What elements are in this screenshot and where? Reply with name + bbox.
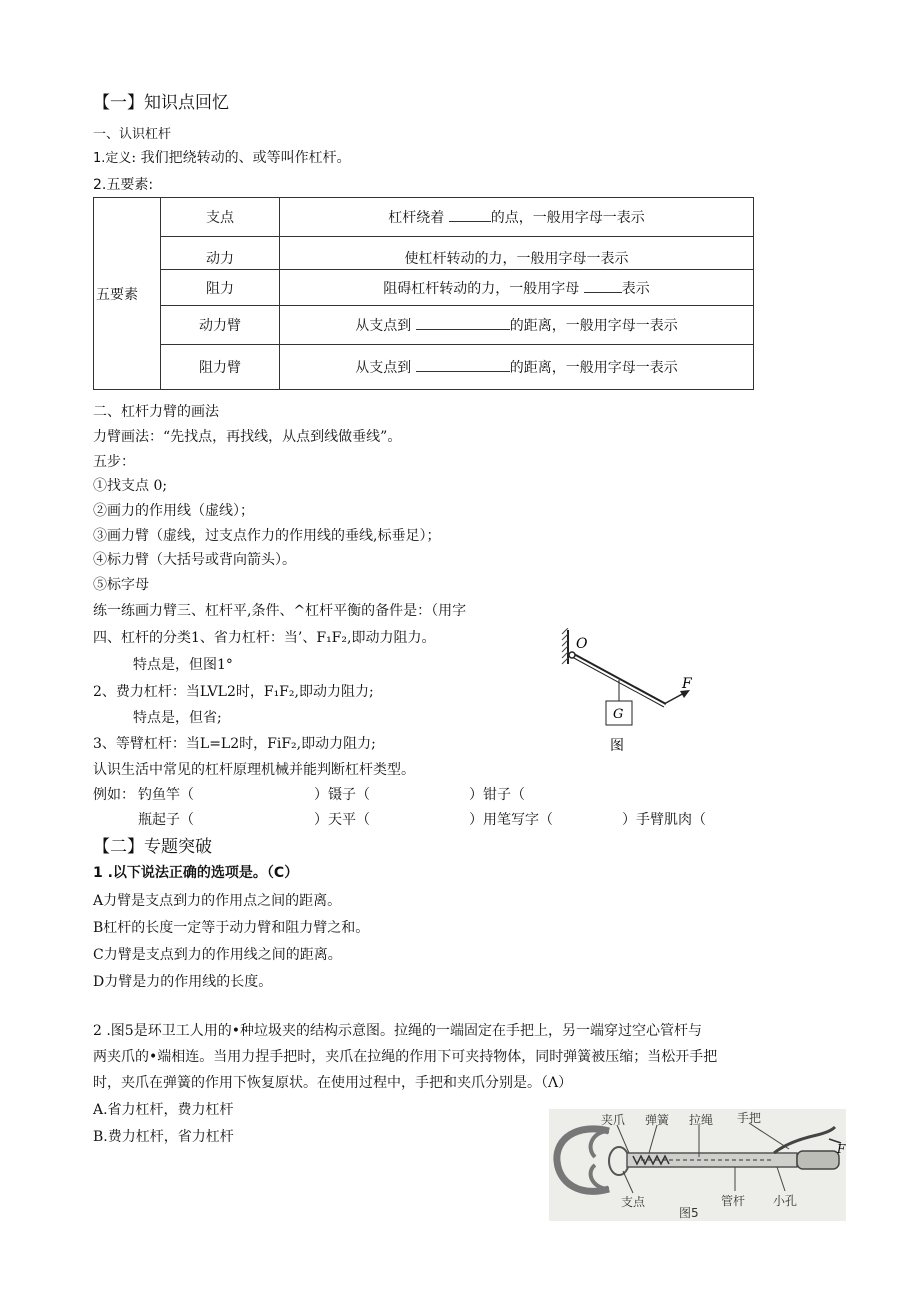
fill-blank	[416, 329, 510, 330]
class-line-2: 2、费力杠杆：当LVL2时，F₁F₂,即动力阻力;	[93, 684, 374, 700]
table-cell-name: 阻力臂	[161, 345, 280, 390]
example-item: ）镊子（	[314, 787, 370, 803]
class-line-1: 四、杠杆的分类1、省力杠杆：当’、F₁F₂,即动力阻力。	[93, 630, 436, 646]
step-item: ②画力的作用线（虚线）；	[93, 503, 254, 519]
claw-left	[557, 1129, 609, 1191]
table-cell-name: 支点	[161, 198, 280, 237]
fill-blank	[449, 221, 491, 222]
q1-option: B杠杆的长度一定等于动力臂和阻力臂之和。	[93, 920, 370, 936]
example-item: 钓鱼竿（	[138, 787, 194, 803]
figure5-label-spring: 弹簧	[645, 1113, 670, 1127]
figure5-label-rope: 拉绳	[689, 1113, 714, 1127]
section1-title: 【一】知识点回忆	[93, 93, 229, 113]
desc-pre: 杠杆绕着	[388, 210, 445, 226]
class-line-3: 3、等臂杠杆：当L=L2时，FiF₂,即动力阻力;	[93, 736, 376, 752]
five-elements-table	[93, 197, 754, 390]
example-item: ）手臂肌肉（	[622, 812, 706, 828]
q1-option: D力臂是力的作用线的长度。	[93, 974, 273, 990]
step-item: ③画力臂（虚线，过支点作力的作用线的垂线,标垂足）；	[93, 528, 441, 544]
definition-text: : 我们把绕转动的、或等叫作杠杆。	[131, 150, 351, 166]
figure5-label-hole: 小孔	[773, 1194, 798, 1208]
figure-caption: 图	[610, 738, 624, 754]
example-item: 瓶起子（	[138, 812, 194, 828]
practice-line: 练一练画力臂三、杠杆平,条件、^杠杆平衡的备件是：（用字	[93, 603, 467, 619]
table-row	[94, 198, 754, 237]
figure5-label-tube: 管杆	[721, 1194, 746, 1208]
figure5-label-claw: 夹爪	[601, 1113, 626, 1127]
leader-line	[749, 1123, 789, 1149]
claw-lower-inner	[591, 1165, 609, 1189]
q2-option: B.费力杠杆，省力杠杆	[93, 1129, 234, 1145]
desc-post: 的距离，一般用字母一表示	[509, 360, 678, 376]
leader-line	[777, 1167, 785, 1191]
section2-title: 二、杠杆力臂的画法	[93, 404, 219, 420]
table-cell-name: 动力臂	[161, 306, 280, 345]
pivot-joint	[609, 1147, 629, 1175]
desc-pre: 阻碍杠杆转动的力，一般用字母	[383, 280, 580, 297]
table-row	[94, 345, 754, 390]
step-item: ①找支点 0;	[93, 478, 168, 494]
five-elements-colon: :	[148, 177, 154, 193]
definition-prefix: 1.	[93, 151, 106, 166]
desc-post: 的点，一般用字母一表示	[490, 210, 645, 226]
handle-grip	[797, 1151, 839, 1169]
fill-blank	[416, 371, 510, 372]
example-item: ）天平（	[314, 812, 370, 828]
examples-label: 例如：	[93, 787, 135, 803]
definition-line	[93, 147, 351, 167]
recognize-line: 认识生活中常见的杠杆原理机械并能判断杠杆类型。	[93, 762, 415, 778]
table-cell-desc	[280, 270, 754, 306]
table-cell-desc	[280, 237, 754, 270]
desc-pre: 从支点到	[355, 360, 412, 376]
lever-figure	[560, 628, 710, 756]
table-cell-desc	[280, 306, 754, 345]
q1-option: A力臂是支点到力的作用点之间的距离。	[93, 893, 342, 909]
desc-pre: 使杠杆转动的力，一般用字母一表示	[404, 251, 629, 267]
desc-post: 的距离，一般用字母一表示	[509, 318, 678, 334]
definition-label: 定义	[105, 151, 132, 166]
example-item: ）钳子（	[469, 787, 525, 803]
figure5-label-handle: 手把	[737, 1111, 762, 1125]
section1-subtitle: 一、认识杠杆	[93, 127, 172, 142]
q2-option: A.省力杠杆，费力杠杆	[93, 1102, 234, 1118]
q2-stem-line: 两夹爪的•端相连。当用力捏手把时，夹爪在拉绳的作用下可夹持物体，同时弹簧被压缩；当松开手把	[93, 1049, 718, 1065]
force-label: F	[682, 676, 692, 692]
table-row	[94, 237, 754, 270]
grabber-drawing	[549, 1109, 846, 1221]
table-row	[94, 306, 754, 345]
table-cell-desc	[280, 345, 754, 390]
table-cell-desc	[280, 198, 754, 237]
fulcrum-label: O	[576, 636, 588, 652]
q1-stem: 1 .以下说法正确的选项是。（C）	[93, 865, 299, 881]
q2-stem-line: 时，夹爪在弹簧的作用下恢复原状。在使用过程中，手把和夹爪分别是。（Λ）	[93, 1075, 573, 1091]
handle-lever	[774, 1127, 835, 1153]
desc-pre: 从支点到	[355, 318, 412, 334]
figure5-caption: 图5	[679, 1206, 699, 1220]
q1-option: C力臂是支点到力的作用线之间的距离。	[93, 947, 342, 963]
desc-post: 表示	[621, 280, 650, 297]
claw-upper-inner	[591, 1131, 609, 1157]
table-cell-name: 阻力	[161, 270, 280, 306]
figure5-label-fulcrum: 支点	[621, 1195, 646, 1209]
leader-line	[623, 1171, 633, 1193]
figure5-force-label: F	[837, 1142, 846, 1156]
q2-stem-line: 2 .图5是环卫工人用的•种垃圾夹的结构示意图。拉绳的一端固定在手把上，另一端穿过空心管杆与	[93, 1023, 702, 1039]
step-item: ⑤标字母	[93, 577, 149, 593]
five-elements-label	[93, 174, 153, 194]
section-special-title: 【二】专题突破	[93, 837, 212, 857]
fulcrum-point	[569, 652, 575, 658]
example-item: ）用笔写字（	[469, 812, 553, 828]
five-elements-text: 2.五要素	[93, 177, 149, 193]
method-line: 力臂画法：“先找点，再找线，从点到线做垂线”。	[93, 429, 402, 445]
lever-rod-edge	[572, 657, 664, 707]
table-group-cell: 五要素	[94, 198, 161, 390]
weight-label: G	[613, 707, 624, 722]
leader-line	[649, 1125, 657, 1153]
class-feature-2: 特点是，但省;	[133, 710, 222, 726]
table-row	[94, 270, 754, 306]
grabber-figure	[549, 1109, 846, 1221]
class-feature-1: 特点是，但图1°	[133, 657, 233, 673]
step-item: ④标力臂（大括号或背向箭头）。	[93, 552, 296, 568]
table-cell-name: 动力	[161, 237, 280, 270]
fill-blank	[584, 292, 622, 293]
steps-title: 五步：	[93, 454, 135, 470]
